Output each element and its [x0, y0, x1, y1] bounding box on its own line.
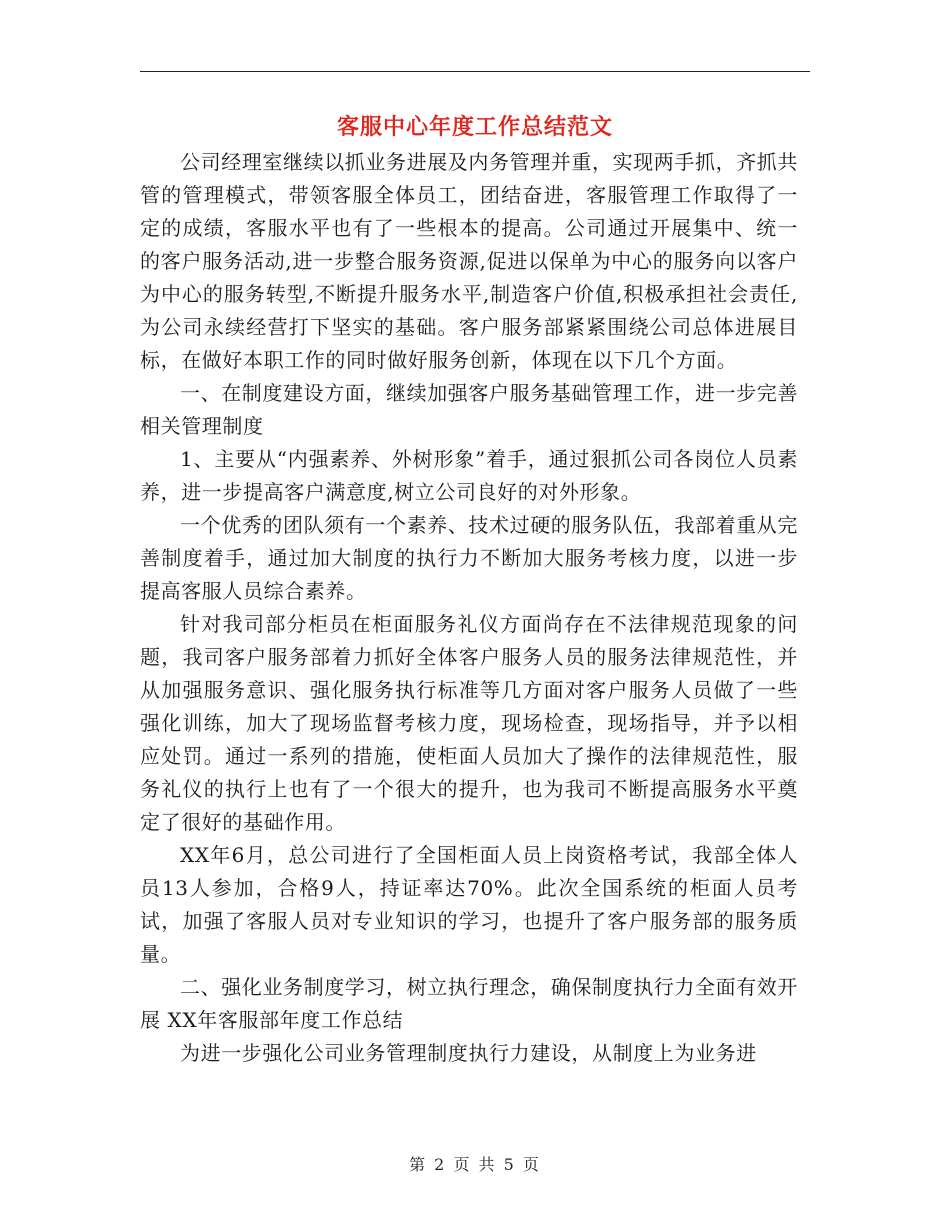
- section-heading-2: 二、强化业务制度学习，树立执行理念，确保制度执行力全面有效开展 XX年客服部年度工作总结: [140, 975, 798, 1032]
- paragraph-team: 一个优秀的团队须有一个素养、技术过硬的服务队伍，我部着重从完善制度着手，通过加大制度的执行力不断加大服务考核力度，以进一步提高客服人员综合素养。: [140, 513, 798, 603]
- document-body: [140, 146, 798, 1070]
- section-heading-1: 一、在制度建设方面，继续加强客户服务基础管理工作，进一步完善相关管理制度: [140, 381, 798, 438]
- paragraph-etiquette: 针对我司部分柜员在柜面服务礼仪方面尚存在不法律规范现象的问题，我司客户服务部着力抓好全体客户服务人员的服务法律规范性，并从加强服务意识、强化服务执行标准等几方面对客户服务人员做了一些强化训练，加大了现场监督考核力度，现场检查，现场指导，并予以相应处罚。通过一系列的措施，使柜面人员加大了操作的法律规范性，服务礼仪的执行上也有了一个很大的提升，也为我司不断提高服务水平奠定了很好的基础作用。: [140, 612, 798, 834]
- document-title: 客服中心年度工作总结范文: [336, 115, 613, 140]
- header-rule: [140, 71, 810, 72]
- paragraph-exam: XX年6月，总公司进行了全国柜面人员上岗资格考试，我部全体人员13人参加，合格9人，持证率达70%。此次全国系统的柜面人员考试，加强了客服人员对专业知识的学习，也提升了客户服务部的服务质量。: [140, 843, 798, 966]
- page-number-footer: 第 2 页 共 5 页: [409, 1155, 541, 1174]
- paragraph-intro: 公司经理室继续以抓业务进展及内务管理并重，实现两手抓，齐抓共管的管理模式，带领客服全体员工，团结奋进，客服管理工作取得了一定的成绩，客服水平也有了一些根本的提高。公司通过开展集中、统一的客户服务活动,进一步整合服务资源,促进以保单为中心的服务向以客户为中心的服务转型,不断提升服务水平,制造客户价值,积极承担社会责任,为公司永续经营打下坚实的基础。客户服务部紧紧围绕公司总体进展目标，在做好本职工作的同时做好服务创新，体现在以下几个方面。: [140, 150, 798, 372]
- paragraph-continued: 为进一步强化公司业务管理制度执行力建设，从制度上为业务进: [180, 1041, 757, 1065]
- paragraph-item-1: 1、主要从“内强素养、外树形象”着手，通过狠抓公司各岗位人员素养，进一步提高客户满意度,树立公司良好的对外形象。: [140, 447, 798, 504]
